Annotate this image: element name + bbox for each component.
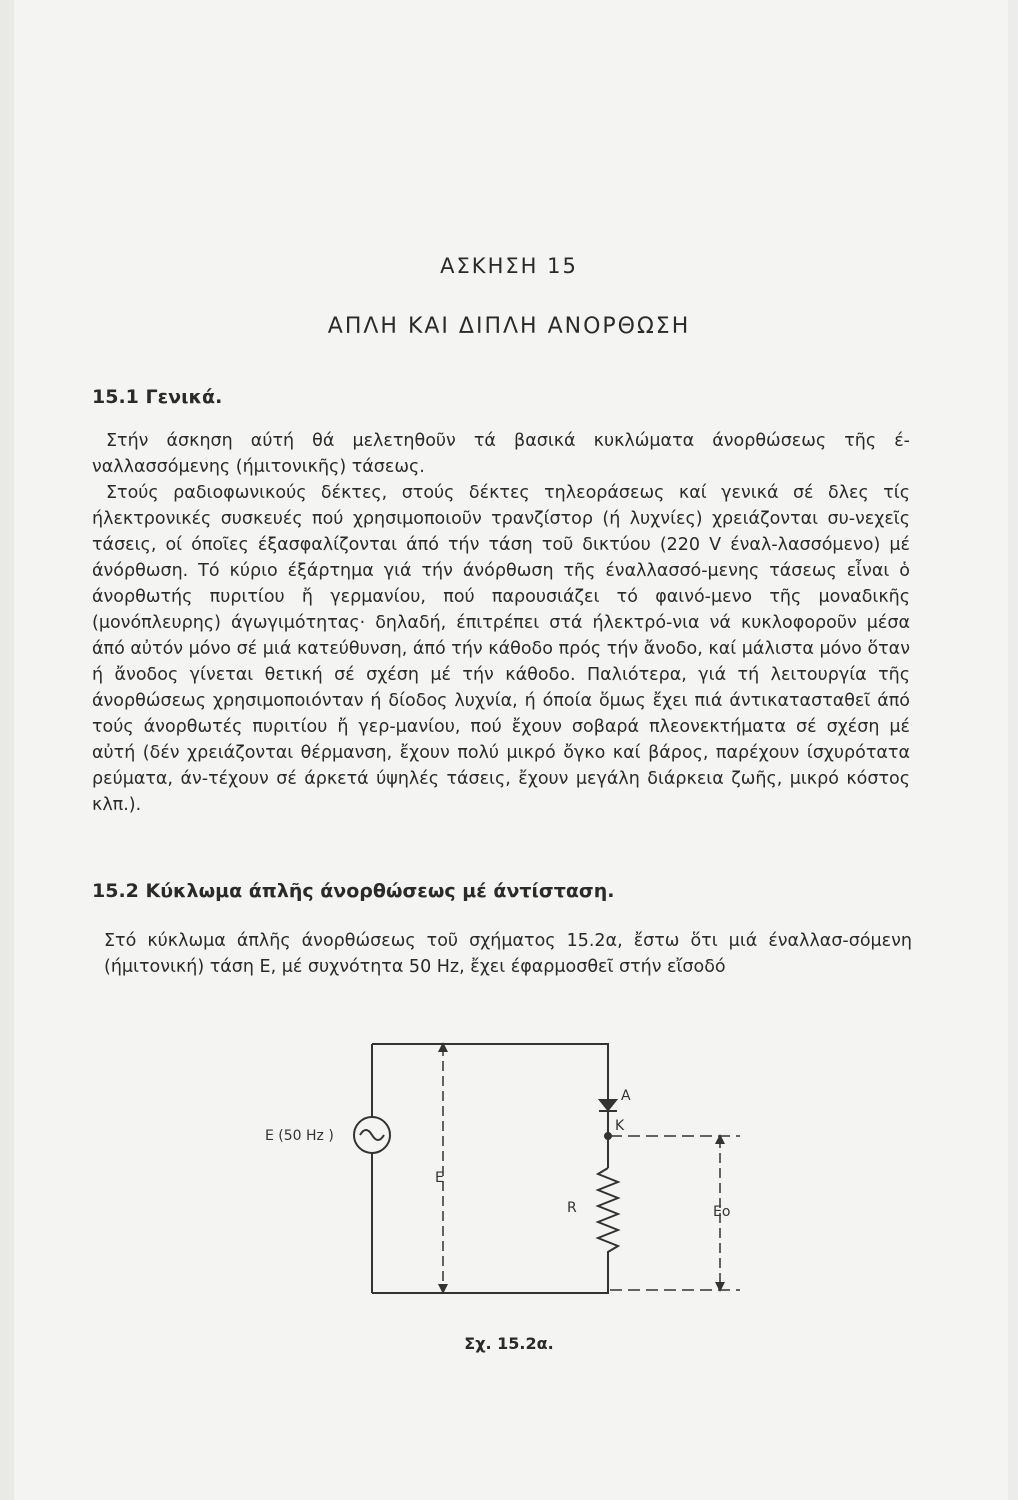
resistor-icon xyxy=(598,1168,618,1262)
right-page-edge xyxy=(1008,0,1018,1500)
source-label: E (50 Hz ) xyxy=(265,1128,334,1144)
output-label: Eo xyxy=(713,1204,731,1220)
paragraph-intro: Στήν άσκηση αύτή θά μελετηθοῦν τά βασικά κυκλώματα άνορθώσεως τῆς έ-ναλλασσόμενης (ήμιτονικῆς) τάσεως. xyxy=(92,431,910,477)
exercise-number: ΑΣΚΗΣΗ 15 xyxy=(440,254,578,278)
anode-label: A xyxy=(621,1088,631,1104)
exercise-title: ΑΠΛΗ ΚΑΙ ΔΙΠΛΗ ΑΝΟΡΘΩΣΗ xyxy=(327,314,691,339)
section-heading-half-wave: 15.2 Κύκλωμα άπλῆς άνορθώσεως μέ άντίσταση. xyxy=(92,880,615,902)
wire-top xyxy=(372,1044,608,1092)
voltage-label: E xyxy=(435,1170,444,1186)
cathode-label: K xyxy=(615,1118,625,1134)
junction-dot xyxy=(604,1132,612,1140)
left-page-edge xyxy=(0,0,14,1500)
section-heading-general: 15.1 Γενικά. xyxy=(92,386,223,408)
wire-bottom xyxy=(372,1262,608,1293)
ac-sine-icon xyxy=(360,1130,384,1140)
half-wave-rectifier-circuit xyxy=(255,1030,775,1330)
figure-caption: Σχ. 15.2α. xyxy=(464,1334,554,1353)
paragraph-half-wave-intro: Στό κύκλωμα άπλῆς άνορθώσεως τοῦ σχήματος 15.2α, ἔστω ὅτι μιά έναλλασ-σόμενη (ήμιτονική) τάση Ε, μέ συχνότητα 50 Hz, ἔχει έφαρμοσθεῖ στήν εἴσοδό xyxy=(104,931,912,977)
resistor-label: R xyxy=(567,1200,577,1216)
diode-icon xyxy=(600,1100,616,1110)
paragraph-rectifier-description: Στούς ραδιοφωνικούς δέκτες, στούς δέκτες τηλεοράσεως καί γενικά σέ δλες τίς ήλεκτρονικές συσκευές πού χρησιμοποιοῦν τρανζίστορ (ή λυχνίες) χρειάζονται συ-νεχεῖς τάσεις, οί όποῖες έξασφαλίζονται άπό τήν τάση τοῦ δικτύου (220 V έναλ-λασσόμενο) μέ άνόρθωση. Τό κύριο έξάρτημα γιά τήν άνόρθωση τῆς έναλλασσό-μενης τάσεως εἶναι ὁ άνορθωτής πυριτίου ἤ γερμανίου, πού παρουσιάζει τό φαινό-μενο τῆς μοναδικῆς (μονόπλευρης) άγωγιμότητας· δηλαδή, έπιτρέπει στά ήλεκτρό-νια νά κυκλοφοροῦν μέσα άπό αὐτόν μόνο σέ μιά κατεύθυνση, άπό τήν κάθοδο πρός τήν ἄνοδο, καί μάλιστα μόνο ὅταν ή ἄνοδος γίνεται θετική σέ σχέση μέ τήν κάθοδο. Παλιότερα, γιά τή λειτουργία τῆς άνορθώσεως χρησιμοποιόνταν ή δίοδος λυχνία, ή όποία ὅμως ἔχει πιά άντικατασταθεῖ άπό τούς άνορθωτές πυριτίου ἤ γερ-μανίου, πού ἔχουν σοβαρά πλεονεκτήματα σέ σχέση μέ αὐτή (δέν χρειάζονται θέρμανση, ἔχουν πολύ μικρό ὄγκο καί βάρος, παρέχουν ίσχυρότατα ρεύματα, άν-τέχουν σέ άρκετά ύψηλές τάσεις, ἔχουν μεγάλη διάρκεια ζωῆς, μικρό κόστος κλπ.). xyxy=(92,483,910,815)
